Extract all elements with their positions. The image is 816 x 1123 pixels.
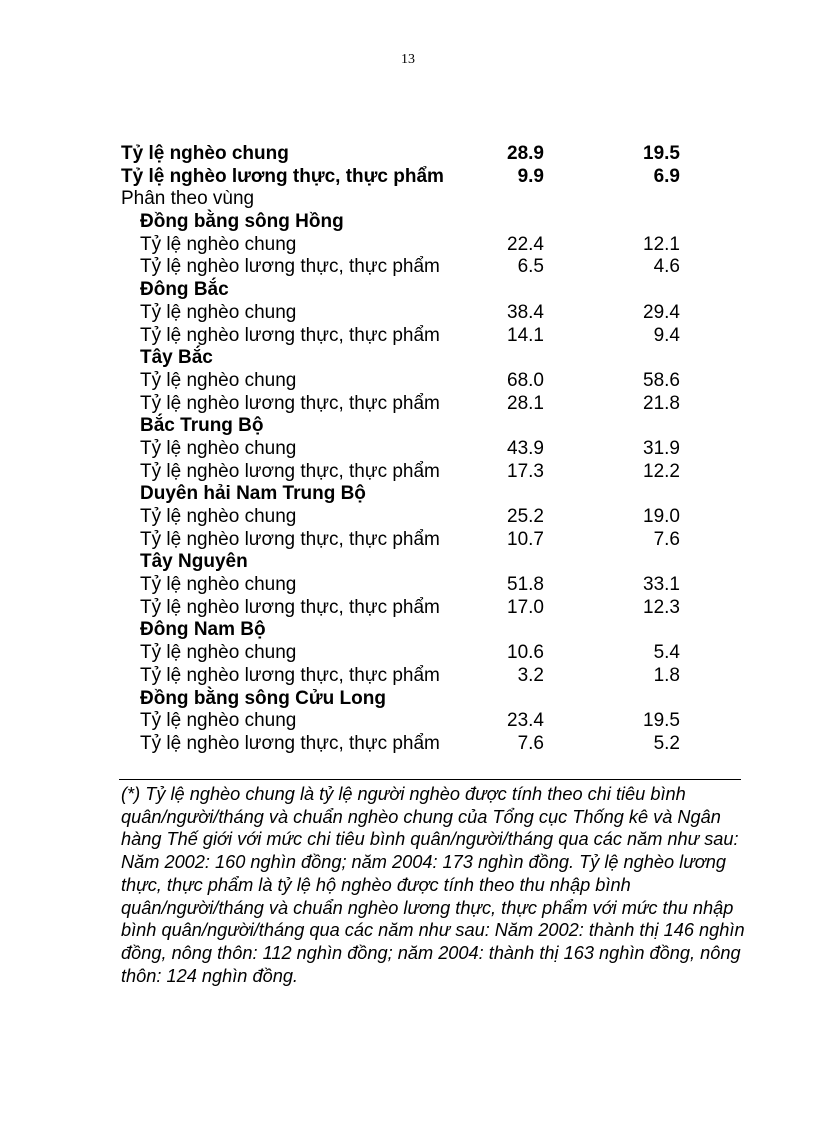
value-2004: 21.8 xyxy=(643,392,680,414)
region-name: Tây Bắc xyxy=(140,347,213,369)
footnote-divider xyxy=(119,779,741,780)
table-row xyxy=(121,143,691,166)
section-heading xyxy=(121,188,691,211)
table-row xyxy=(121,597,691,620)
value-2002: 25.2 xyxy=(507,506,544,527)
table-row xyxy=(121,710,691,733)
table-row xyxy=(121,529,691,552)
value-2002: 43.9 xyxy=(507,437,544,459)
table-row xyxy=(121,642,691,665)
value-2002: 10.6 xyxy=(507,642,544,664)
region-heading xyxy=(121,415,691,438)
row-label: Tỷ lệ nghèo lương thực, thực phẩm xyxy=(140,392,440,414)
table-row xyxy=(121,166,691,189)
table-row xyxy=(121,234,691,257)
region-name: Duyên hải Nam Trung Bộ xyxy=(140,483,366,505)
value-2002: 3.2 xyxy=(517,664,544,686)
region-heading xyxy=(121,347,691,370)
value-2002: 23.4 xyxy=(507,710,544,732)
row-label: Tỷ lệ nghèo lương thực, thực phẩm xyxy=(140,460,440,482)
region-name: Đông Bắc xyxy=(140,279,229,301)
value-2002: 6.5 xyxy=(517,256,544,278)
value-2004: 6.9 xyxy=(653,165,680,187)
region-heading xyxy=(121,688,691,711)
row-label: Tỷ lệ nghèo chung xyxy=(140,437,297,459)
region-heading xyxy=(121,483,691,506)
region-heading xyxy=(121,279,691,302)
table-row xyxy=(121,325,691,348)
table-row xyxy=(121,256,691,279)
footnote: (*) Tỷ lệ nghèo chung là tỷ lệ người nghèo được tính theo chi tiêu bình quân/người/tháng và chuẩn nghèo chung của Tổng cục Thống kê và Ngân hàng Thế giới với mức chi tiêu bình quân/người/tháng qua các năm như sau: Năm 2002: 160 nghìn đồng; năm 2004: 173 nghìn đồng. Tỷ lệ nghèo lương thực, thực phẩm là tỷ lệ hộ nghèo được tính theo thu nhập bình quân/người/tháng và chuẩn nghèo lương thực, thực phẩm với mức thu nhập bình quân/người/tháng qua các năm như sau: Năm 2002: thành thị 146 nghìn đồng, nông thôn: 112 nghìn đồng; năm 2004: thành thị 163 nghìn đồng, nông thôn: 124 nghìn đồng. xyxy=(121,784,745,986)
value-2004: 19.0 xyxy=(643,506,680,527)
region-name: Bắc Trung Bộ xyxy=(140,415,264,437)
row-label: Tỷ lệ nghèo chung xyxy=(140,642,297,664)
row-label: Tỷ lệ nghèo chung xyxy=(140,233,297,255)
value-2004: 5.4 xyxy=(653,642,680,664)
row-label: Tỷ lệ nghèo lương thực, thực phẩm xyxy=(140,732,440,754)
row-label: Tỷ lệ nghèo chung xyxy=(140,506,297,527)
row-label: Tỷ lệ nghèo lương thực, thực phẩm xyxy=(140,324,440,346)
value-2004: 7.6 xyxy=(653,528,680,550)
value-2002: 17.0 xyxy=(507,596,544,618)
row-label: Tỷ lệ nghèo chung xyxy=(140,574,297,596)
table-row xyxy=(121,461,691,484)
poverty-rate-table xyxy=(121,143,691,756)
row-label: Tỷ lệ nghèo chung xyxy=(140,369,297,391)
value-2004: 29.4 xyxy=(643,301,680,323)
value-2004: 9.4 xyxy=(653,324,680,346)
value-2004: 58.6 xyxy=(643,369,680,391)
value-2004: 5.2 xyxy=(653,732,680,754)
region-heading xyxy=(121,551,691,574)
value-2004: 12.1 xyxy=(643,233,680,255)
region-name: Đồng bằng sông Hồng xyxy=(140,211,344,233)
region-name: Đông Nam Bộ xyxy=(140,619,266,641)
table-row xyxy=(121,733,691,756)
row-label: Tỷ lệ nghèo lương thực, thực phẩm xyxy=(140,664,440,686)
value-2002: 51.8 xyxy=(507,574,544,596)
value-2004: 12.2 xyxy=(643,460,680,482)
row-label: Tỷ lệ nghèo lương thực, thực phẩm xyxy=(140,596,440,618)
value-2002: 14.1 xyxy=(507,324,544,346)
value-2004: 19.5 xyxy=(643,710,680,732)
table-row xyxy=(121,506,691,529)
value-2002: 17.3 xyxy=(507,460,544,482)
table-row xyxy=(121,574,691,597)
value-2004: 4.6 xyxy=(653,256,680,278)
value-2004: 12.3 xyxy=(643,596,680,618)
table-row xyxy=(121,393,691,416)
table-row xyxy=(121,665,691,688)
row-label: Tỷ lệ nghèo chung xyxy=(121,143,289,164)
table-row xyxy=(121,302,691,325)
value-2002: 28.1 xyxy=(507,392,544,414)
value-2002: 68.0 xyxy=(507,369,544,391)
row-label: Tỷ lệ nghèo lương thực, thực phẩm xyxy=(121,165,444,187)
value-2002: 22.4 xyxy=(507,233,544,255)
page-number: 13 xyxy=(401,52,415,67)
table-row xyxy=(121,370,691,393)
value-2004: 19.5 xyxy=(643,143,680,164)
row-label: Tỷ lệ nghèo lương thực, thực phẩm xyxy=(140,256,440,278)
row-label: Phân theo vùng xyxy=(121,188,255,210)
value-2002: 9.9 xyxy=(517,165,544,187)
region-heading xyxy=(121,619,691,642)
value-2002: 28.9 xyxy=(507,143,544,164)
table-row xyxy=(121,438,691,461)
value-2002: 10.7 xyxy=(507,528,544,550)
row-label: Tỷ lệ nghèo lương thực, thực phẩm xyxy=(140,528,440,550)
region-name: Tây Nguyên xyxy=(140,551,248,573)
value-2004: 31.9 xyxy=(643,437,680,459)
value-2004: 33.1 xyxy=(643,574,680,596)
region-heading xyxy=(121,211,691,234)
region-name: Đồng bằng sông Cửu Long xyxy=(140,687,386,709)
value-2004: 1.8 xyxy=(653,664,680,686)
row-label: Tỷ lệ nghèo chung xyxy=(140,710,297,732)
row-label: Tỷ lệ nghèo chung xyxy=(140,301,297,323)
value-2002: 38.4 xyxy=(507,301,544,323)
value-2002: 7.6 xyxy=(517,732,544,754)
